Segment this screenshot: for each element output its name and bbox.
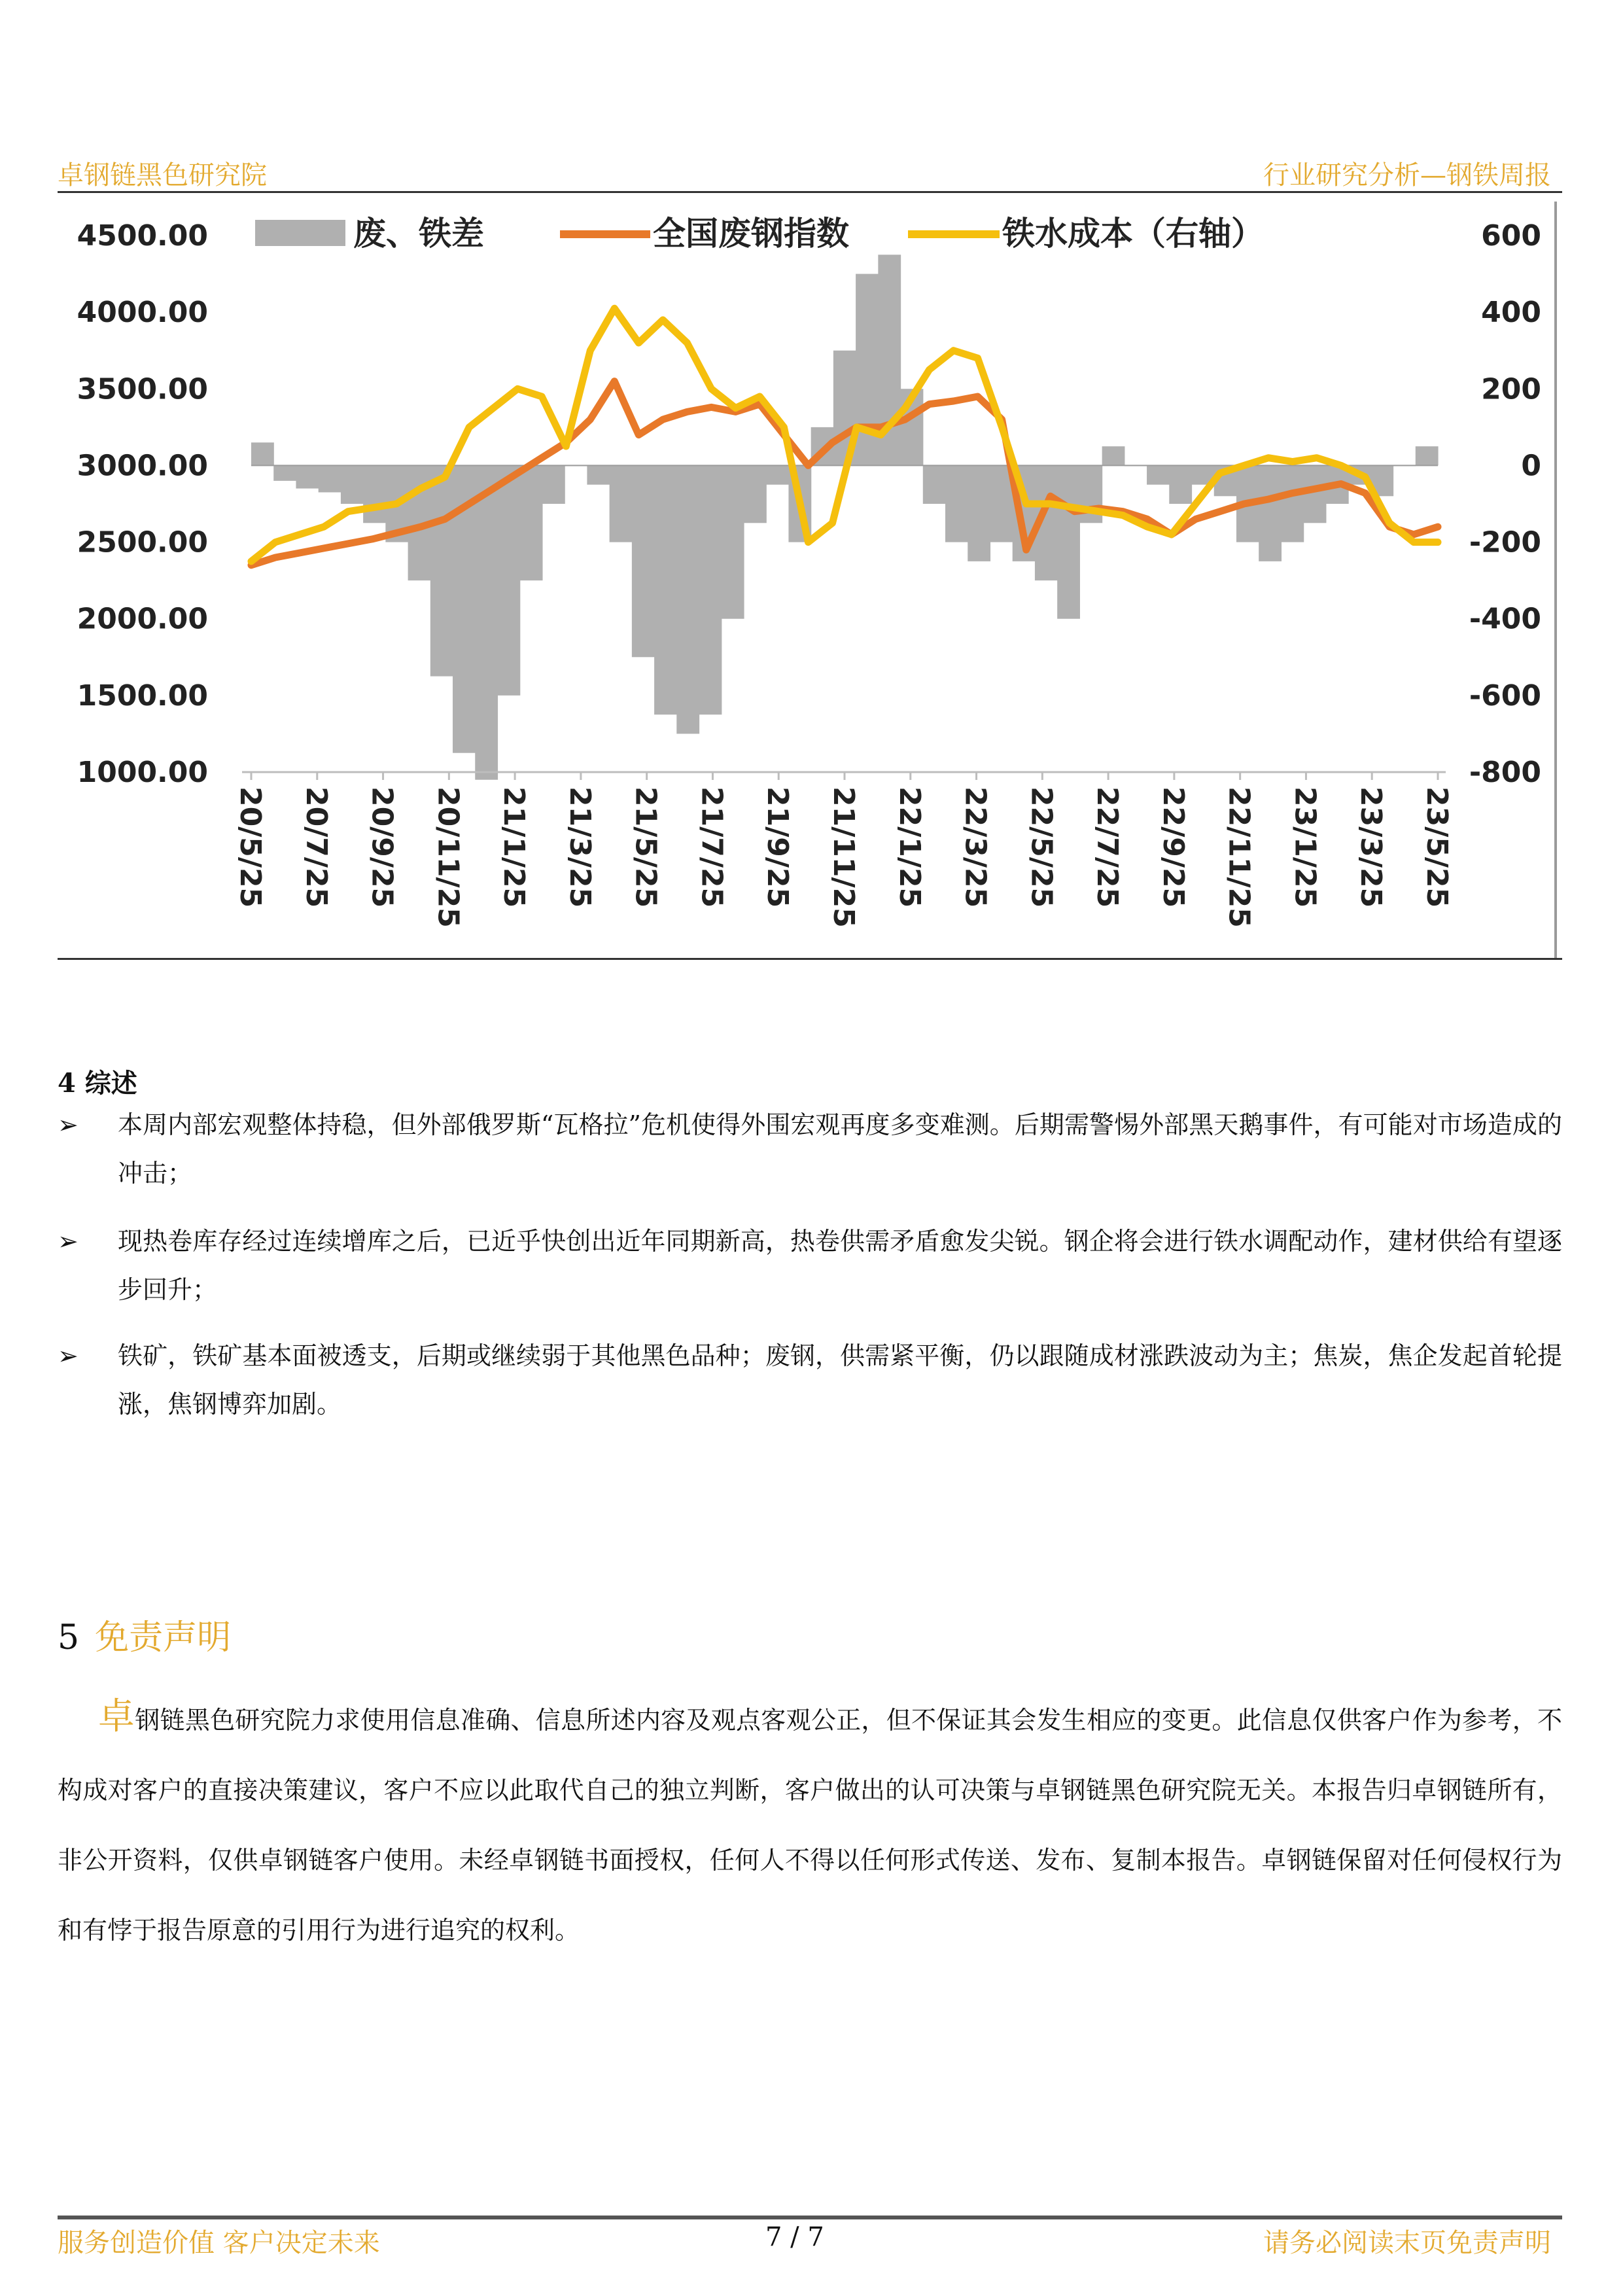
footer-disclaimer-note: 请务必阅读末页免责声明 [1263, 2228, 1551, 2258]
summary-bullet-3 [58, 1332, 1562, 1428]
diff-bar [722, 465, 744, 618]
diff-bar [251, 442, 274, 465]
legend-swatch-diff [255, 220, 345, 246]
y-left-tick-label: 1000.00 [77, 756, 208, 789]
x-tick-label: 21/5/25 [629, 786, 663, 908]
x-tick-label: 23/3/25 [1354, 786, 1388, 908]
x-tick-label: 20/5/25 [234, 786, 267, 908]
diff-bar [341, 465, 364, 504]
x-tick-label: 22/1/25 [892, 786, 926, 908]
y-right-tick-label: 600 [1481, 219, 1541, 253]
diff-bar [744, 465, 767, 523]
y-right-tick-label: -400 [1469, 602, 1541, 636]
diff-bar [1057, 465, 1080, 618]
x-tick-label: 22/11/25 [1222, 786, 1256, 928]
diff-bar [1304, 465, 1327, 523]
summary-bullet-text: 铁矿，铁矿基本面被透支，后期或继续弱于其他黑色品种；废钢，供需紧平衡，仍以跟随成材涨跌波动为主；焦炭，焦企发起首轮提涨，焦钢博弈加剧。 [118, 1341, 1562, 1419]
diff-bar [632, 465, 655, 657]
diff-bar [542, 465, 565, 504]
x-tick-label: 21/7/25 [695, 786, 729, 908]
diff-bar [497, 465, 520, 695]
diff-bar [945, 465, 968, 542]
y-left-tick-label: 1500.00 [77, 679, 208, 713]
diff-bar [1416, 446, 1439, 465]
header-org-name: 卓钢链黑色研究院 [58, 160, 267, 190]
x-tick-label: 22/5/25 [1024, 786, 1058, 908]
x-tick-label: 23/5/25 [1420, 786, 1454, 908]
diff-bar [654, 465, 677, 715]
legend-label-diff: 废、铁差 [353, 215, 484, 253]
diff-bar [296, 465, 319, 488]
diff-bar [363, 465, 386, 523]
y-left-tick-label: 2500.00 [77, 525, 208, 559]
diff-bar [699, 465, 722, 715]
y-left-tick-label: 2000.00 [77, 602, 208, 636]
y-left-tick-label: 4000.00 [77, 296, 208, 330]
diff-bar [1281, 465, 1304, 542]
x-tick-label: 22/7/25 [1091, 786, 1125, 908]
x-tick-label: 22/9/25 [1156, 786, 1190, 908]
summary-bullet-2 [58, 1217, 1562, 1314]
diff-bar [1169, 465, 1192, 504]
page-number: 7 / 7 [765, 2222, 824, 2252]
y-right-tick-label: 200 [1481, 372, 1541, 406]
legend-label-scrap-index: 全国废钢指数 [653, 215, 849, 253]
diff-bar [766, 465, 789, 484]
section-4-title: 4 综述 [58, 1068, 137, 1099]
x-tick-label: 22/3/25 [958, 786, 992, 908]
diff-bar [319, 465, 341, 492]
x-tick-label: 21/1/25 [497, 786, 531, 908]
bullet-arrow-icon: ➢ [58, 1341, 79, 1370]
bullet-arrow-icon: ➢ [58, 1227, 79, 1256]
section-5-number: 5 [58, 1618, 80, 1657]
y-left-tick-label: 4500.00 [77, 219, 208, 253]
y-right-tick-label: 400 [1481, 296, 1541, 330]
x-tick-label: 23/1/25 [1288, 786, 1322, 908]
header-divider [58, 191, 1562, 193]
footer-divider [58, 2216, 1562, 2219]
x-tick-label: 20/11/25 [431, 786, 465, 928]
diff-bar [1259, 465, 1282, 561]
diff-bar [968, 465, 990, 561]
y-right-tick-label: -200 [1469, 525, 1541, 559]
x-tick-label: 21/11/25 [827, 786, 860, 928]
summary-bullet-1 [58, 1101, 1562, 1197]
diff-bar [923, 465, 946, 504]
diff-bar [587, 465, 610, 484]
scrap-iron-chart [58, 194, 1562, 958]
chart-figure [58, 194, 1562, 960]
diff-bar [610, 465, 633, 542]
y-right-tick-label: -600 [1469, 679, 1541, 713]
x-tick-label: 21/3/25 [563, 786, 597, 908]
diff-bar [1147, 465, 1170, 484]
diff-bar [273, 465, 296, 480]
disclaimer-body: 钢链黑色研究院力求使用信息准确、信息所述内容及观点客观公正，但不保证其会发生相应的变更。此信息仅供客户作为参考，不构成对客户的直接决策建议，客户不应以此取代自己的独立判断，客户做出的认可决策与卓钢链黑色研究院无关。本报告归卓钢链所有，非公开资料，仅供卓钢链客户使用。未经卓钢链书面授权，任何人不得以任何形式传送、发布、复制本报告。卓钢链保留对任何侵权行为和有悖于报告原意的引用行为进行追究的权利。 [58, 1706, 1562, 1945]
section-5-label: 免责声明 [95, 1618, 232, 1657]
summary-bullet-text: 本周内部宏观整体持稳，但外部俄罗斯“瓦格拉”危机使得外围宏观再度多变难测。后期需警惕外部黑天鹅事件，有可能对市场造成的冲击； [118, 1110, 1562, 1188]
legend-label-iron-cost: 铁水成本（右轴） [1002, 215, 1264, 253]
diff-bar [430, 465, 453, 676]
disclaimer-paragraph [58, 1682, 1562, 1966]
x-tick-label: 20/9/25 [365, 786, 399, 908]
footer-slogan: 服务创造价值 客户决定未来 [58, 2228, 380, 2258]
diff-bar [520, 465, 543, 580]
y-left-tick-label: 3000.00 [77, 449, 208, 483]
bullet-arrow-icon: ➢ [58, 1110, 79, 1139]
diff-bar [475, 465, 498, 779]
diff-bar [1102, 446, 1125, 465]
y-right-tick-label: -800 [1469, 756, 1541, 789]
diff-bar [676, 465, 699, 733]
y-right-tick-label: 0 [1521, 449, 1541, 483]
section-5-title [58, 1610, 231, 1659]
x-tick-label: 20/7/25 [299, 786, 333, 908]
y-left-tick-label: 3500.00 [77, 372, 208, 406]
header-report-type: 行业研究分析—钢铁周报 [1263, 160, 1551, 190]
x-tick-label: 21/9/25 [761, 786, 795, 908]
disclaimer-first-char: 卓 [98, 1695, 135, 1738]
summary-bullet-text: 现热卷库存经过连续增库之后，已近乎快创出近年同期新高，热卷供需矛盾愈发尖锐。钢企将会进行铁水调配动作，建材供给有望逐步回升； [118, 1227, 1562, 1304]
